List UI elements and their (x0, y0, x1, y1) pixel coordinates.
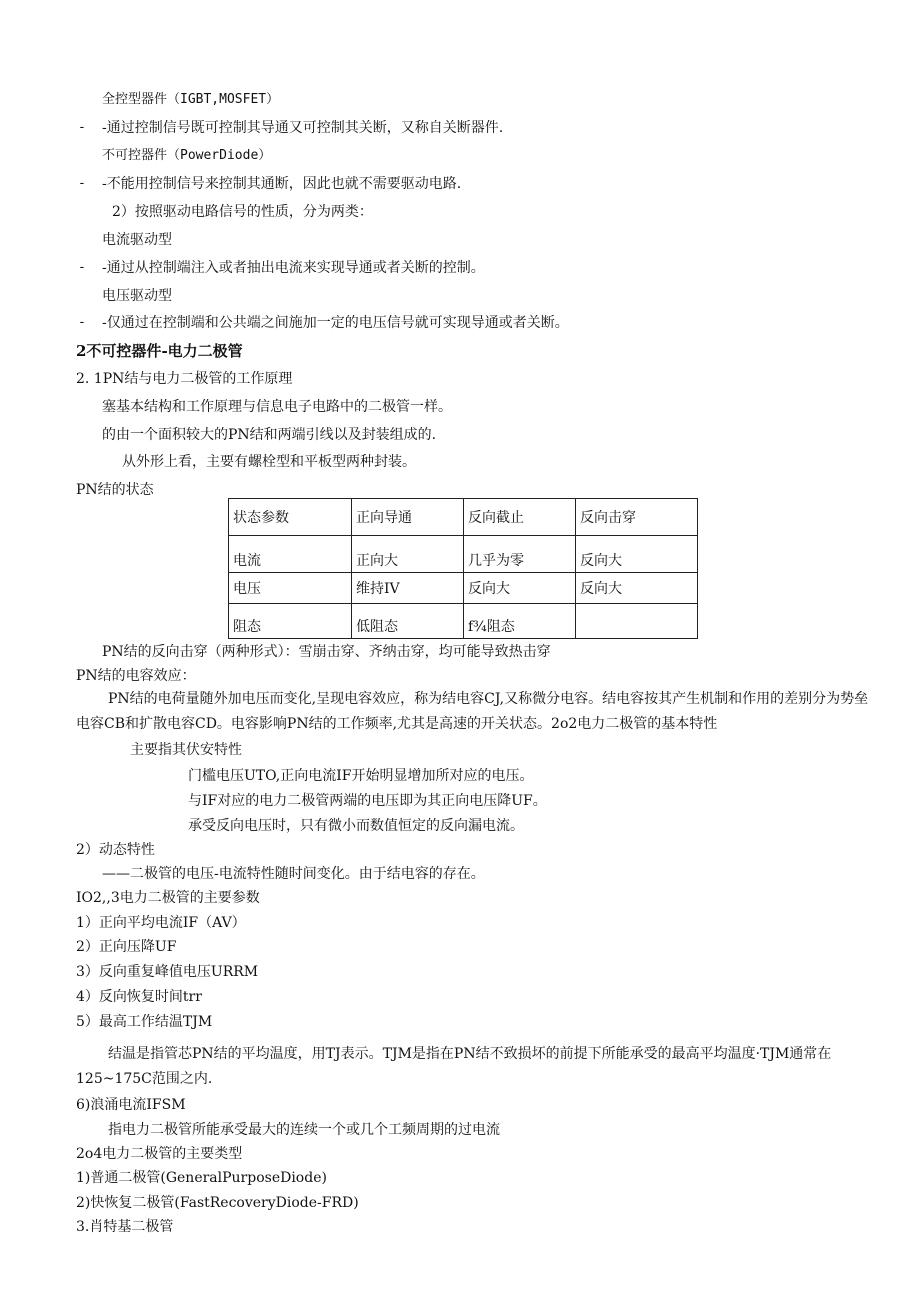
text-line: 6)浪涌电流IFSM (76, 1097, 186, 1113)
text-line: 1）正向平均电流IF（AV） (76, 915, 246, 931)
text-line: PN结的反向击穿（两种形式）：雪崩击穿、齐纳击穿，均可能导致热击穿 (102, 644, 551, 660)
table-cell: 电压 (229, 573, 352, 604)
text-line: 主要指其伏安特性 (130, 742, 242, 758)
table-row (229, 573, 698, 604)
table-cell: 维持IV (352, 573, 464, 604)
text-line: 与IF对应的电力二极管两端的电压即为其正向电压降UF。 (188, 793, 547, 809)
table-header-cell: 反向击穿 (576, 499, 698, 536)
text-line: 全控型器件（IGBT,MOSFET） (102, 92, 280, 107)
text-line: PN结的状态 (76, 482, 154, 498)
text-line: 指电力二极管所能承受最大的连续一个或几个工频周期的过电流 (108, 1122, 500, 1138)
text-line: -通过从控制端注入或者抽出电流来实现导通或者关断的控制。 (102, 260, 485, 276)
table-cell: 低阻态 (352, 604, 464, 639)
text-line: 2. 1PN结与电力二极管的工作原理 (76, 371, 293, 387)
dash-marker: - (78, 120, 86, 135)
dash-marker: - (78, 176, 86, 191)
text-line: 2）动态特性 (76, 842, 155, 858)
table-row (229, 536, 698, 573)
text-line: -不能用控制信号来控制其通断，因此也就不需要驱动电路. (102, 176, 462, 192)
text-line: 3.肖特基二极管 (76, 1219, 174, 1235)
text-line: 2o4电力二极管的主要类型 (76, 1146, 243, 1162)
text-line: 4）反向恢复时间trr (76, 989, 202, 1005)
table-header-row (229, 499, 698, 536)
table-cell: 反向大 (576, 536, 698, 573)
table-cell: 正向大 (352, 536, 464, 573)
table-row (229, 604, 698, 639)
text-line: 3）反向重复峰值电压URRM (76, 964, 259, 980)
paragraph: PN结的电荷量随外加电压而变化,呈现电容效应，称为结电容CJ,又称微分电容。结电容按其产生机制和作用的差别分为势垒电容CB和扩散电容CD。电容影响PN结的工作频率,尤其是高速的开关状态。2o2电力二极管的基本特性 (76, 691, 869, 732)
text-line: ——二极管的电压-电流特性随时间变化。由于结电容的存在。 (102, 866, 485, 882)
text-line: 的由一个面积较大的PN结和两端引线以及封装组成的. (102, 427, 437, 443)
section-heading: 2不可控器件-电力二极管 (76, 342, 243, 360)
text-line: PN结的电容效应： (76, 668, 196, 684)
text-line: 塞基本结构和工作原理与信息电子电路中的二极管一样。 (102, 399, 452, 415)
text-line: 从外形上看，主要有螺栓型和平板型两种封装。 (122, 454, 416, 470)
pn-state-table (228, 498, 698, 639)
text-line: 1)普通二极管(GeneralPurposeDiode) (76, 1170, 327, 1186)
table-cell: f¾阻态 (464, 604, 576, 639)
table-cell: 反向大 (464, 573, 576, 604)
table-header-cell: 状态参数 (229, 499, 352, 536)
table-cell: 反向大 (576, 573, 698, 604)
text-line: 不可控器件（PowerDiode） (102, 148, 272, 163)
table-cell: 电流 (229, 536, 352, 573)
table-header-cell: 反向截止 (464, 499, 576, 536)
text-line: 5）最高工作结温TJM (76, 1014, 213, 1030)
text-line: 2）正向压降UF (76, 939, 177, 955)
text-line: 2）按照驱动电路信号的性质，分为两类： (112, 204, 373, 220)
text-line: -通过控制信号既可控制其导通又可控制其关断，又称自关断器件. (102, 120, 504, 136)
table-cell: 阻态 (229, 604, 352, 639)
text-line: -仅通过在控制端和公共端之间施加一定的电压信号就可实现导通或者关断。 (102, 315, 569, 331)
table-cell: 几乎为零 (464, 536, 576, 573)
text-line: 2)快恢复二极管(FastRecoveryDiode-FRD) (76, 1195, 359, 1211)
dash-marker: - (78, 315, 86, 330)
table-cell (576, 604, 698, 639)
text-line: IO2,,3电力二极管的主要参数 (76, 890, 260, 906)
text-line: 电流驱动型 (102, 232, 172, 248)
paragraph: 结温是指管芯PN结的平均温度，用TJ表示。TJM是指在PN结不致损坏的前提下所能承受的最高平均温度·TJM通常在125~175C范围之内. (76, 1046, 832, 1087)
text-line: 承受反向电压时，只有微小而数值恒定的反向漏电流。 (188, 818, 524, 834)
dash-marker: - (78, 260, 86, 275)
table-header-cell: 正向导通 (352, 499, 464, 536)
text-line: 电压驱动型 (102, 288, 172, 304)
text-line: 门槛电压UTO,正向电流IF开始明显增加所对应的电压。 (188, 768, 534, 784)
